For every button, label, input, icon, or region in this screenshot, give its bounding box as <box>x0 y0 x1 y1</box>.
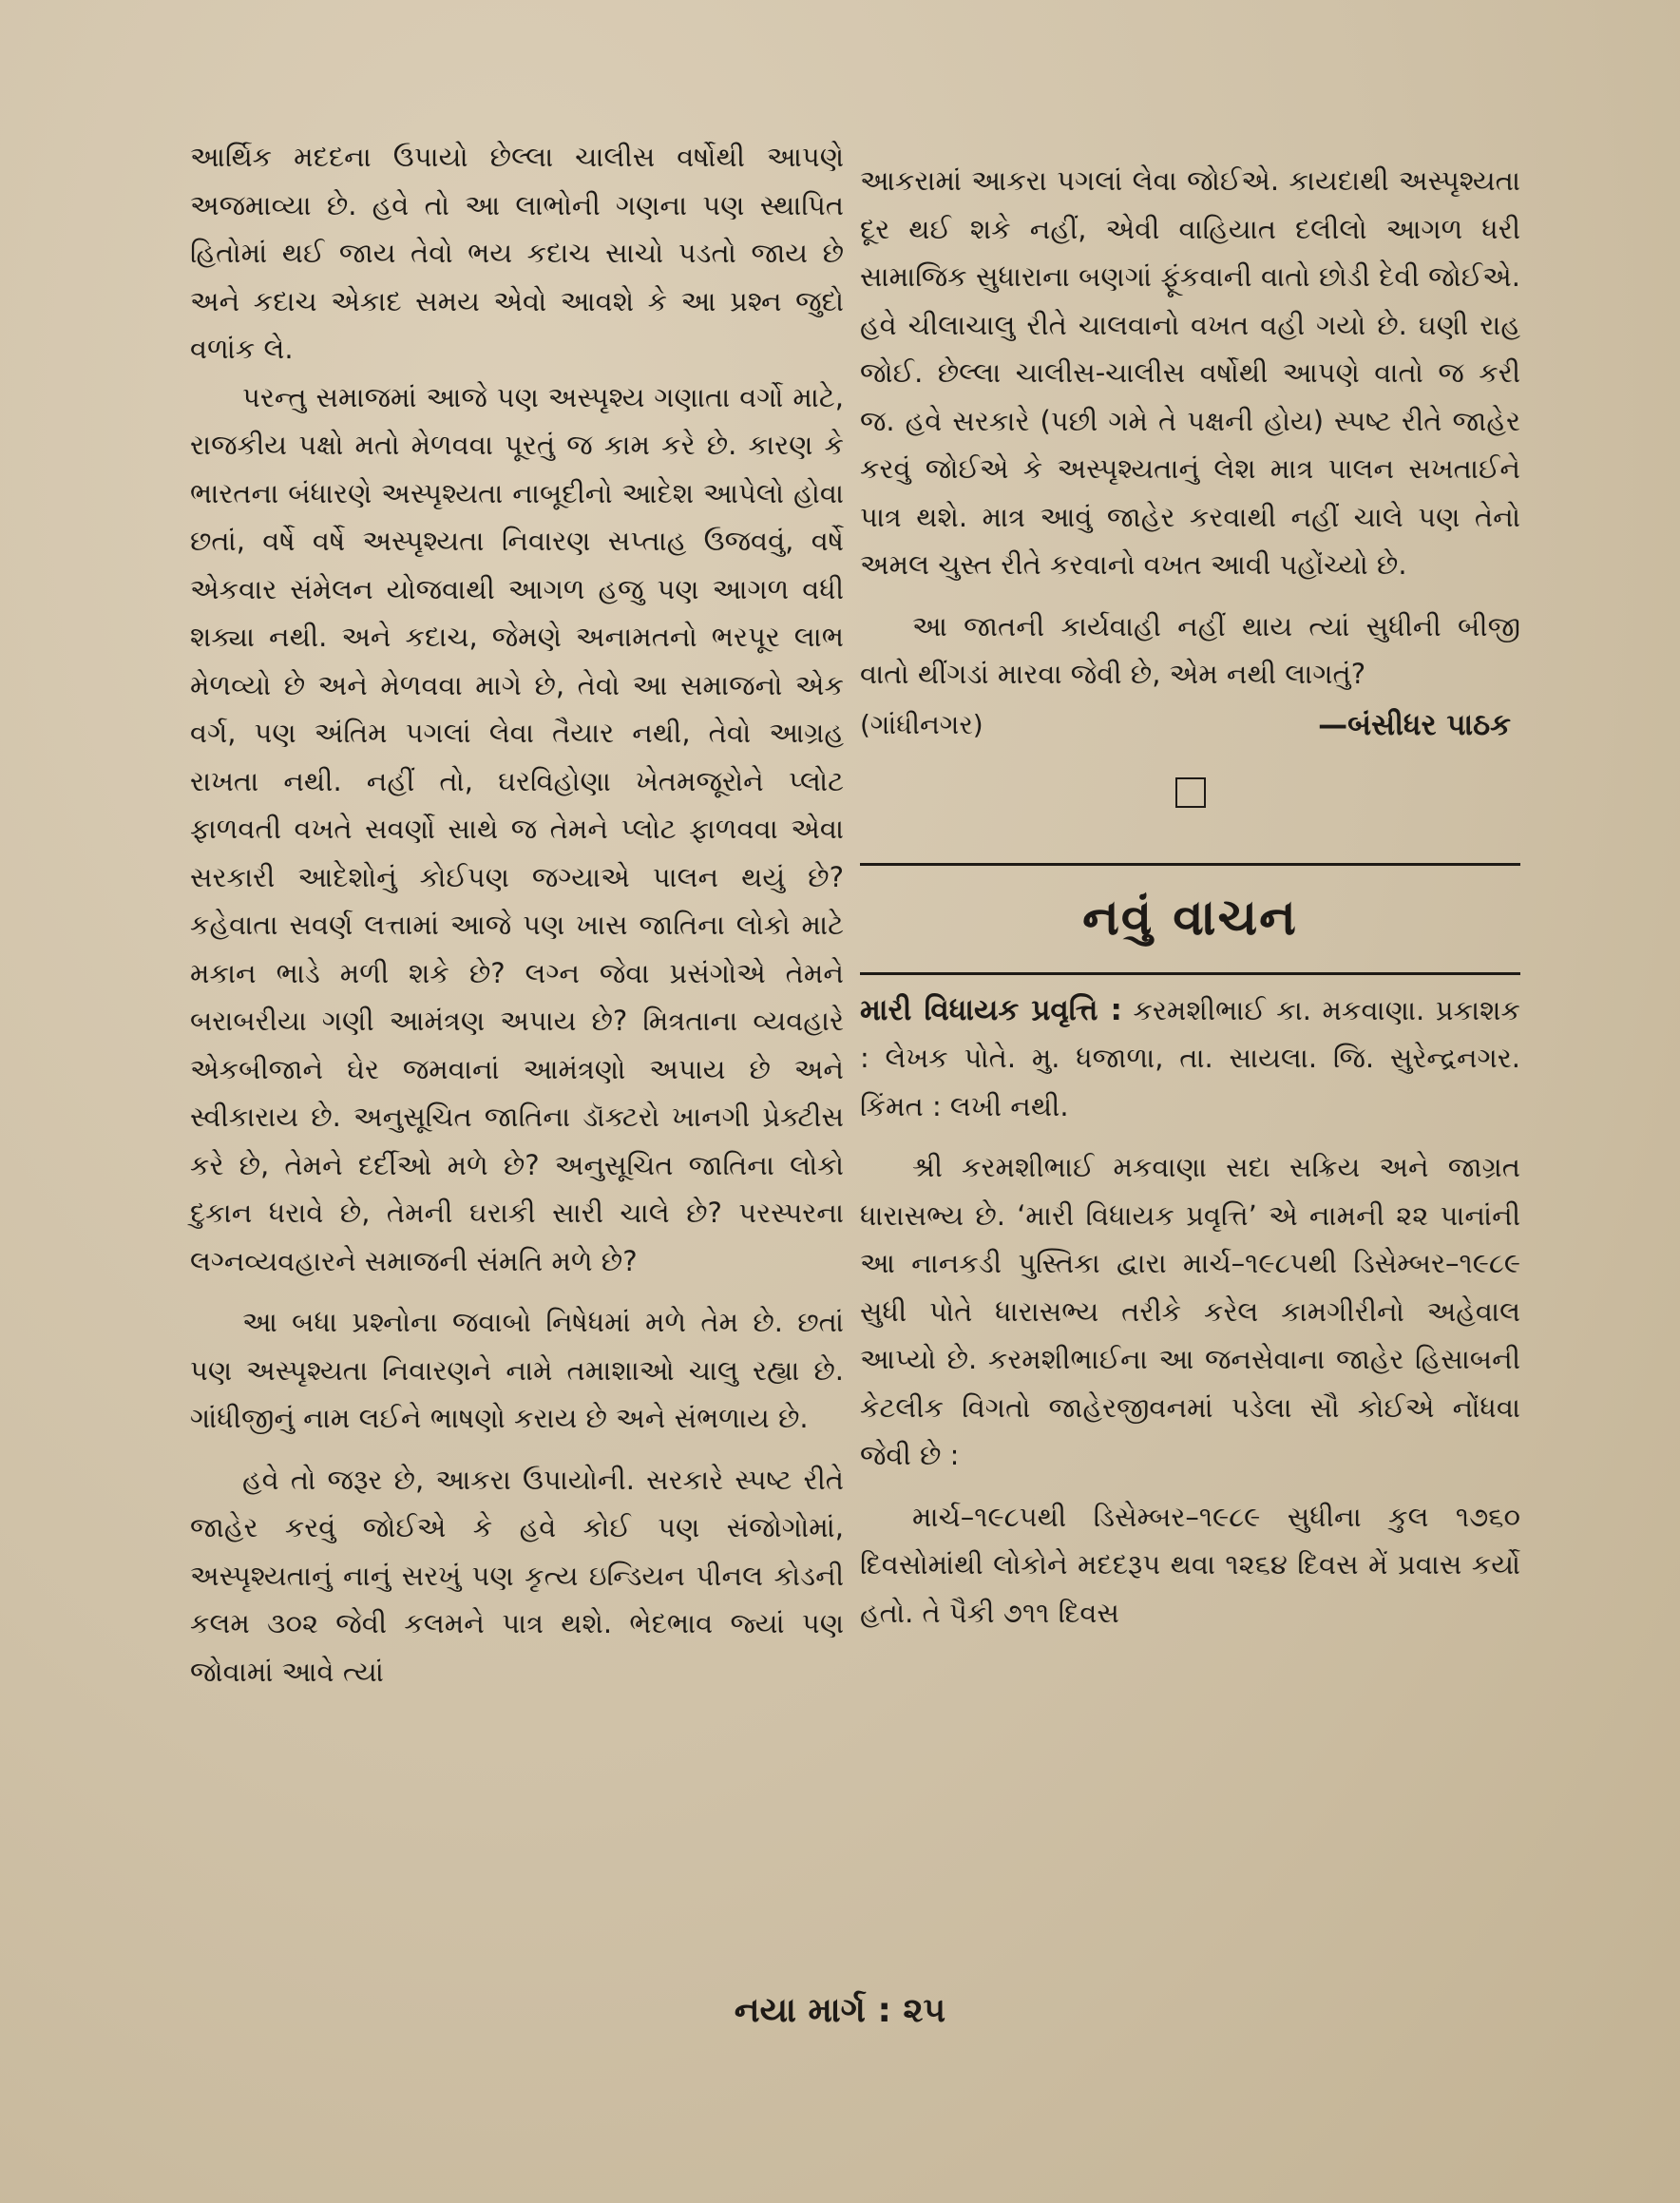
paragraph: માર્ચ–૧૯૮૫થી ડિસેમ્બર–૧૯૮૯ સુધીના કુલ ૧૭૬૦ દિવસોમાંથી લોકોને મદદરૂપ થવા ૧૨૬૪ દિવસ મેં પ્રવાસ કર્યો હતો. તે પૈકી ૭૧૧ દિવસ <box>860 1500 1520 1629</box>
section-title: નવું વાચન <box>1082 888 1298 947</box>
book-details: કરમશીભાઈ કા. મકવાણા. પ્રકાશક : લેખક પોતે. મુ. ધજાળા, તા. સાયલા. જિ. સુરેન્દ્રનગર. કિંમત : લખી નથી. <box>860 993 1520 1122</box>
paragraph: આ જાતની કાર્યવાહી નહીં થાય ત્યાં સુધીની બીજી વાતો થીંગડાં મારવા જેવી છે, એમ નથી લાગતું? <box>860 609 1520 690</box>
paragraph: આકરામાં આકરા પગલાં લેવા જોઈએ. કાયદાથી અસ્પૃશ્યતા દૂર થઈ શકે નહીં, એવી વાહિયાત દલીલો આગળ ધરી સામાજિક સુધારાના બણગાં ફૂંકવાની વાતો છોડી દેવી જોઈએ. હવે ચીલાચાલુ રીતે ચાલવાનો વખત વહી ગયો છે. ઘણી રાહ જોઈ. છેલ્લા ચાલીસ-ચાલીસ વર્ષોથી આપણે વાતો જ કરી જ. હવે સરકારે (પછી ગમે તે પક્ષની હોય) સ્પષ્ટ રીતે જાહેર કરવું જોઈએ કે અસ્પૃશ્યતાનું લેશ માત્ર પાલન સખતાઈને પાત્ર થશે. માત્ર આવું જાહેર કરવાથી નહીં ચાલે પણ તેનો અમલ ચુસ્ત રીતે કરવાનો વખત આવી પહોંચ્યો છે. <box>860 164 1520 581</box>
divider <box>860 972 1520 975</box>
paragraph: શ્રી કરમશીભાઈ મકવાણા સદા સક્રિય અને જાગ્રત ધારાસભ્ય છે. ‘મારી વિધાયક પ્રવૃત્તિ’ એ નામની ૨૨ પાનાંની આ નાનકડી પુસ્તિકા દ્વારા માર્ચ–૧૯૮૫થી ડિસેમ્બર–૧૯૮૯ સુધી પોતે ધારાસભ્ય તરીકે કરેલ કામગીરીનો અહેવાલ આપ્યો છે. કરમશીભાઈના આ જનસેવાના જાહેર હિસાબની કેટલીક વિગતો જાહેરજીવનમાં પડેલા સૌ કોઈએ નોંધવા જેવી છે : <box>860 1151 1520 1471</box>
right-column <box>860 157 1520 1637</box>
end-mark-square <box>1175 777 1206 808</box>
signature-author: —બંસીધર પાઠક <box>1318 707 1511 742</box>
paragraph: પરન્તુ સમાજમાં આજે પણ અસ્પૃશ્ય ગણાતા વર્ગો માટે, રાજકીય પક્ષો મતો મેળવવા પૂરતું જ કામ કરે છે. કારણ કે ભારતના બંધારણે અસ્પૃશ્યતા નાબૂદીનો આદેશ આપેલો હોવા છતાં, વર્ષે વર્ષે અસ્પૃશ્યતા નિવારણ સપ્તાહ ઉજવવું, વર્ષે એકવાર સંમેલન યોજવાથી આગળ હજુ પણ આગળ વધી શક્યા નથી. અને કદાચ, જેમણે અનામતનો ભરપૂર લાભ મેળવ્યો છે અને મેળવવા માગે છે, તેવો આ સમાજનો એક વર્ગ, પણ અંતિમ પગલાં લેવા તૈયાર નથી, તેવો આગ્રહ રાખતા નથી. નહીં તો, ઘરવિહોણા ખેતમજૂરોને પ્લોટ ફાળવતી વખતે સવર્ણો સાથે જ તેમને પ્લોટ ફાળવવા એવા સરકારી આદેશોનું કોઈપણ જગ્યાએ પાલન થયું છે? કહેવાતા સવર્ણ લત્તામાં આજે પણ ખાસ જાતિના લોકો માટે મકાન ભાડે મળી શકે છે? લગ્ન જેવા પ્રસંગોએ તેમને બરાબરીયા ગણી આમંત્રણ અપાય છે? મિત્રતાના વ્યવહારે એકબીજાને ઘેર જમવાનાં આમંત્રણો અપાય છે અને સ્વીકારાય છે. અનુસૂચિત જાતિના ડૉક્ટરો ખાનગી પ્રેક્ટીસ કરે છે, તેમને દર્દીઓ મળે છે? અનુસૂચિત જાતિના લોકો દુકાન ધરાવે છે, તેમની ઘરાકી સારી ચાલે છે? પરસ્પરના લગ્નવ્યવહારને સમાજની સંમતિ મળે છે? <box>190 380 844 1277</box>
book-title: મારી વિધાયક પ્રવૃત્તિ : <box>860 992 1122 1027</box>
paragraph: આર્થિક મદદના ઉપાયો છેલ્લા ચાલીસ વર્ષોથી આપણે અજમાવ્યા છે. હવે તો આ લાભોની ગણના પણ સ્થાપિત હિતોમાં થઈ જાય તેવો ભય કદાચ સાચો પડતો જાય છે અને કદાચ એકાદ સમય એવો આવશે કે આ પ્રશ્ન જુદો વળાંક લે. <box>190 141 844 365</box>
paragraph: આ બધા પ્રશ્નોના જવાબો નિષેધમાં મળે તેમ છે. છતાં પણ અસ્પૃશ્યતા નિવારણને નામે તમાશાઓ ચાલુ રહ્યા છે. ગાંધીજીનું નામ લઈને ભાષણો કરાય છે અને સંભળાય છે. <box>190 1306 844 1434</box>
page-footer: નયા માર્ગ : ૨૫ <box>734 1991 946 2030</box>
paragraph: હવે તો જરૂર છે, આકરા ઉપાયોની. સરકારે સ્પષ્ટ રીતે જાહેર કરવું જોઈએ કે હવે કોઈ પણ સંજોગોમાં, અસ્પૃશ્યતાનું નાનું સરખું પણ કૃત્ય ઇન્ડિયન પીનલ કોડની કલમ ૩૦૨ જેવી કલમને પાત્ર થશે. ભેદભાવ જ્યાં પણ જોવામાં આવે ત્યાં <box>190 1463 844 1688</box>
book-entry <box>860 987 1520 1131</box>
left-column <box>190 133 844 1695</box>
signature-place: (ગાંધીનગર) <box>860 709 983 740</box>
signature-line <box>860 708 1520 743</box>
